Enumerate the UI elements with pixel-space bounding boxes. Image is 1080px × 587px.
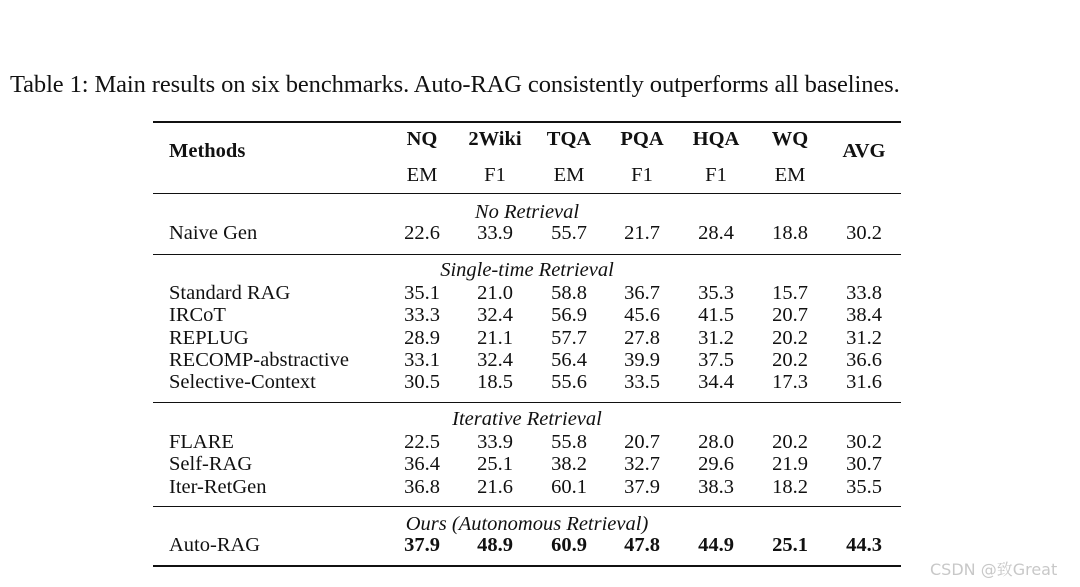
score-value: 58.8 xyxy=(551,282,587,304)
section-rule xyxy=(153,254,901,255)
avg-value: 30.7 xyxy=(846,453,882,476)
dataset-header: NQ xyxy=(406,128,438,150)
avg-value: 44.3 xyxy=(846,534,882,556)
score-value: 33.9 xyxy=(477,431,513,453)
score-value: 37.9 xyxy=(624,475,660,498)
avg-value: 35.5 xyxy=(846,475,882,498)
score-value: 38.2 xyxy=(551,453,587,476)
method-name: Naive Gen xyxy=(169,222,258,244)
avg-header: AVG xyxy=(842,140,886,162)
method-name: IRCoT xyxy=(169,304,226,327)
score-value: 57.7 xyxy=(551,326,587,349)
score-value: 45.6 xyxy=(624,304,660,327)
score-value: 33.5 xyxy=(624,371,660,394)
avg-value: 30.2 xyxy=(846,222,882,244)
section-rule xyxy=(153,506,901,507)
dataset-header: HQA xyxy=(692,128,740,150)
score-value: 30.5 xyxy=(404,371,440,394)
score-value: 22.6 xyxy=(404,222,440,244)
score-value: 44.9 xyxy=(698,534,734,556)
metric-header: F1 xyxy=(631,164,653,186)
score-value: 32.4 xyxy=(477,304,513,327)
score-value: 60.9 xyxy=(551,534,587,556)
table-caption: Table 1: Main results on six benchmarks. Auto-RAG consistently outperforms all baselines. xyxy=(10,71,900,98)
avg-value: 33.8 xyxy=(846,282,882,304)
score-value: 28.9 xyxy=(404,326,440,349)
score-value: 36.4 xyxy=(404,453,440,476)
score-value: 21.7 xyxy=(624,222,660,244)
score-value: 17.3 xyxy=(772,371,808,394)
score-value: 56.4 xyxy=(551,348,587,371)
score-value: 34.4 xyxy=(698,371,734,394)
score-value: 33.3 xyxy=(404,304,440,327)
score-value: 18.5 xyxy=(477,371,513,394)
section-title: Ours (Autonomous Retrieval) xyxy=(405,513,649,535)
score-value: 55.8 xyxy=(551,431,587,453)
score-value: 36.8 xyxy=(404,475,440,498)
dataset-header: 2Wiki xyxy=(468,128,522,150)
score-value: 32.7 xyxy=(624,453,660,476)
score-value: 20.2 xyxy=(772,431,808,453)
score-value: 21.6 xyxy=(477,475,513,498)
score-value: 60.1 xyxy=(551,475,587,498)
avg-value: 31.2 xyxy=(846,326,882,349)
header-rule xyxy=(153,193,901,194)
metric-header: EM xyxy=(774,164,806,186)
avg-value: 36.6 xyxy=(846,348,882,371)
method-name: Auto-RAG xyxy=(169,534,261,556)
score-value: 37.5 xyxy=(698,348,734,371)
score-value: 20.7 xyxy=(772,304,808,327)
score-value: 48.9 xyxy=(477,534,513,556)
dataset-header: TQA xyxy=(546,128,592,150)
method-name: Self-RAG xyxy=(169,453,253,476)
score-value: 29.6 xyxy=(698,453,734,476)
score-value: 15.7 xyxy=(772,282,808,304)
section-rule xyxy=(153,402,901,403)
score-value: 55.7 xyxy=(551,222,587,244)
watermark: CSDN @致Great xyxy=(930,560,1058,579)
section-title: Iterative Retrieval xyxy=(452,408,602,430)
method-name: Iter-RetGen xyxy=(169,475,267,498)
dataset-header: WQ xyxy=(771,128,809,150)
score-value: 56.9 xyxy=(551,304,587,327)
score-value: 38.3 xyxy=(698,475,734,498)
score-value: 39.9 xyxy=(624,348,660,371)
score-value: 55.6 xyxy=(551,371,587,394)
top-rule xyxy=(153,121,901,123)
score-value: 27.8 xyxy=(624,326,660,349)
score-value: 20.2 xyxy=(772,348,808,371)
method-name: Standard RAG xyxy=(169,282,291,304)
avg-value: 38.4 xyxy=(846,304,882,327)
score-value: 33.9 xyxy=(477,222,513,244)
score-value: 20.2 xyxy=(772,326,808,349)
metric-header: F1 xyxy=(705,164,727,186)
score-value: 21.9 xyxy=(772,453,808,476)
section-title: No Retrieval xyxy=(474,201,580,223)
score-value: 18.2 xyxy=(772,475,808,498)
score-value: 21.1 xyxy=(477,326,513,349)
avg-value: 30.2 xyxy=(846,431,882,453)
score-value: 18.8 xyxy=(772,222,808,244)
score-value: 33.1 xyxy=(404,348,440,371)
dataset-header: PQA xyxy=(620,128,664,150)
metric-header: EM xyxy=(553,164,585,186)
metric-header: EM xyxy=(406,164,438,186)
score-value: 41.5 xyxy=(698,304,734,327)
score-value: 25.1 xyxy=(477,453,513,476)
score-value: 25.1 xyxy=(772,534,808,556)
bottom-rule xyxy=(153,565,901,567)
avg-value: 31.6 xyxy=(846,371,882,394)
score-value: 22.5 xyxy=(404,431,440,453)
score-value: 28.0 xyxy=(698,431,734,453)
score-value: 35.1 xyxy=(404,282,440,304)
metric-header: F1 xyxy=(484,164,506,186)
score-value: 35.3 xyxy=(698,282,734,304)
section-title: Single-time Retrieval xyxy=(440,259,614,281)
score-value: 37.9 xyxy=(404,534,440,556)
results-table xyxy=(153,121,901,567)
score-value: 36.7 xyxy=(624,282,660,304)
score-value: 47.8 xyxy=(624,534,660,556)
score-value: 32.4 xyxy=(477,348,513,371)
score-value: 21.0 xyxy=(477,282,513,304)
method-name: REPLUG xyxy=(169,326,249,349)
method-name: Selective-Context xyxy=(169,371,316,394)
methods-header: Methods xyxy=(169,140,246,162)
method-name: FLARE xyxy=(169,431,234,453)
method-name: RECOMP-abstractive xyxy=(169,348,349,371)
score-value: 31.2 xyxy=(698,326,734,349)
score-value: 20.7 xyxy=(624,431,660,453)
score-value: 28.4 xyxy=(698,222,734,244)
